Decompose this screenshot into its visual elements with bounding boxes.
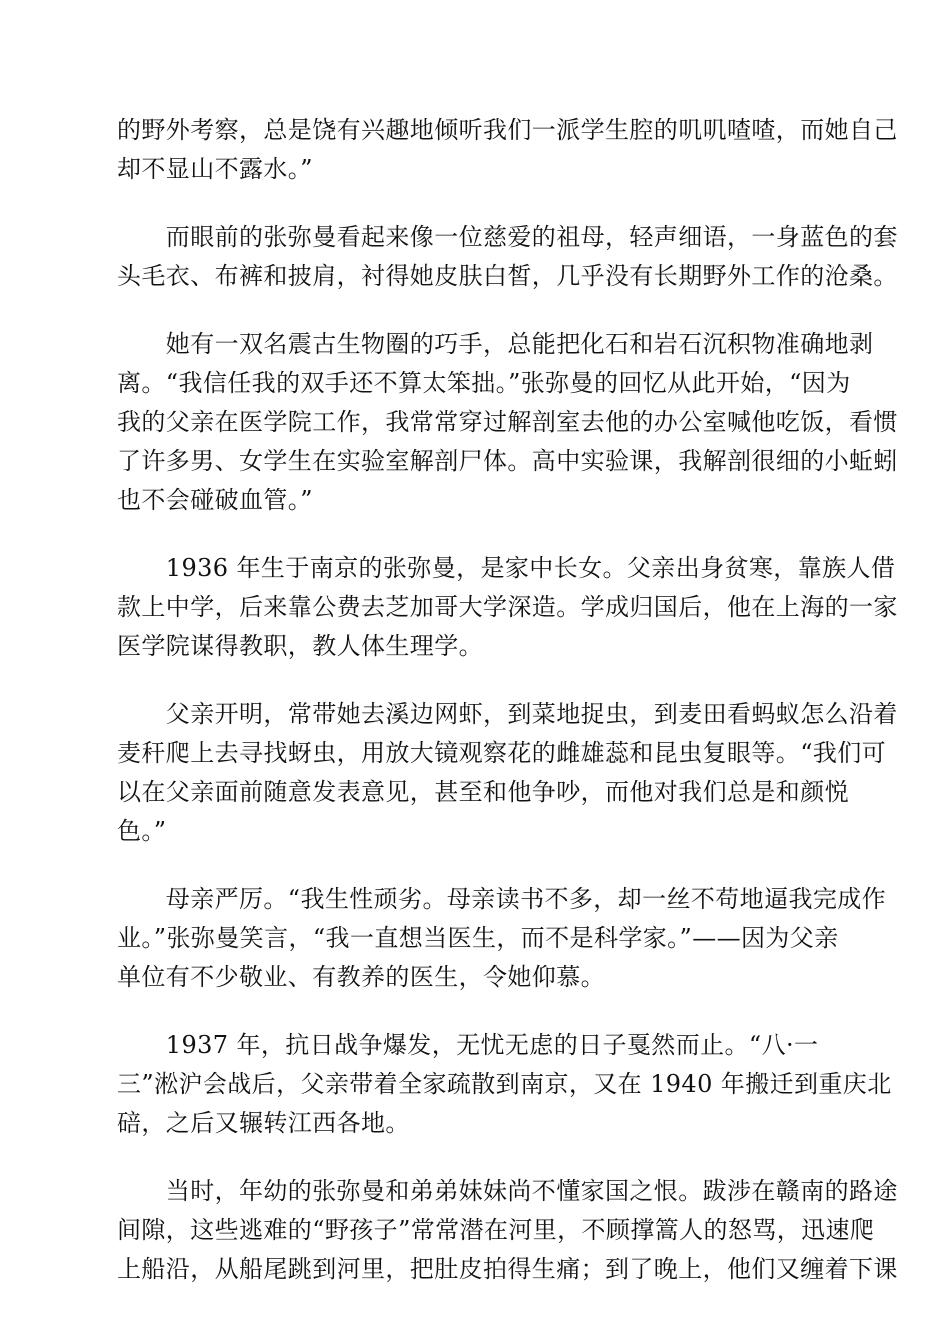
text-line: 母亲严厉。“我生性顽劣。母亲读书不多，却一丝不苟地逼我完成作	[117, 885, 887, 913]
text-line: 我的父亲在医学院工作，我常常穿过解剖室去他的办公室喊他吃饭，看惯	[117, 408, 898, 436]
paragraph	[117, 218, 898, 296]
text-line: 色。”	[117, 817, 167, 845]
article-body	[117, 111, 898, 1318]
text-line: 她有一双名震古生物圈的巧手，总能把化石和岩石沉积物准确地剥	[117, 330, 874, 358]
text-line: 医学院谋得教职，教人体生理学。	[117, 632, 483, 660]
text-line: 三”淞沪会战后，父亲带着全家疏散到南京，又在 1940 年搬迁到重庆北	[117, 1070, 892, 1098]
paragraph	[117, 549, 898, 666]
text-line: 业。”张弥曼笑言，“我一直想当医生，而不是科学家。”——因为父亲	[117, 924, 839, 952]
paragraph	[117, 325, 898, 520]
text-line: 以在父亲面前随意发表意见，甚至和他争吵，而他对我们总是和颜悦	[117, 778, 849, 806]
text-line: 也不会碰破血管。”	[117, 486, 313, 514]
text-line: 1937 年，抗日战争爆发，无忧无虑的日子戛然而止。“八·一	[117, 1031, 819, 1059]
text-line: 麦秆爬上去寻找蚜虫，用放大镜观察花的雌雄蕊和昆虫复眼等。“我们可	[117, 739, 887, 767]
paragraph	[117, 695, 898, 851]
text-line: 1936 年生于南京的张弥曼，是家中长女。父亲出身贫寒，靠族人借	[117, 554, 896, 582]
text-line: 离。“我信任我的双手还不算太笨拙。”张弥曼的回忆从此开始，“因为	[117, 369, 851, 397]
paragraph	[117, 1172, 898, 1289]
text-line: 款上中学，后来靠公费去芝加哥大学深造。学成归国后，他在上海的一家	[117, 593, 898, 621]
text-line: 了许多男、女学生在实验室解剖尸体。高中实验课，我解剖很细的小蚯蚓	[117, 447, 898, 475]
text-line: 上船沿，从船尾跳到河里，把肚皮拍得生痛；到了晚上，他们又缠着下课	[117, 1255, 898, 1283]
text-line: 单位有不少敬业、有教养的医生，令她仰慕。	[117, 963, 605, 991]
text-line: 父亲开明，常带她去溪边网虾，到菜地捉虫，到麦田看蚂蚁怎么沿着	[117, 700, 898, 728]
text-line: 间隙，这些逃难的“野孩子”常常潜在河里，不顾撑篙人的怒骂，迅速爬	[117, 1216, 875, 1244]
text-line: 碚，之后又辗转江西各地。	[117, 1109, 410, 1137]
text-line: 当时，年幼的张弥曼和弟弟妹妹尚不懂家国之恨。跋涉在赣南的路途	[117, 1177, 898, 1205]
text-line: 的野外考察，总是饶有兴趣地倾听我们一派学生腔的叽叽喳喳，而她自己	[117, 116, 898, 144]
text-line: 头毛衣、布裤和披肩，衬得她皮肤白皙，几乎没有长期野外工作的沧桑。	[117, 262, 898, 290]
text-line: 却不显山不露水。”	[117, 155, 313, 183]
text-line: 而眼前的张弥曼看起来像一位慈爱的祖母，轻声细语，一身蓝色的套	[117, 223, 898, 251]
paragraph	[117, 880, 887, 997]
paragraph	[117, 1026, 892, 1143]
paragraph	[117, 111, 898, 189]
